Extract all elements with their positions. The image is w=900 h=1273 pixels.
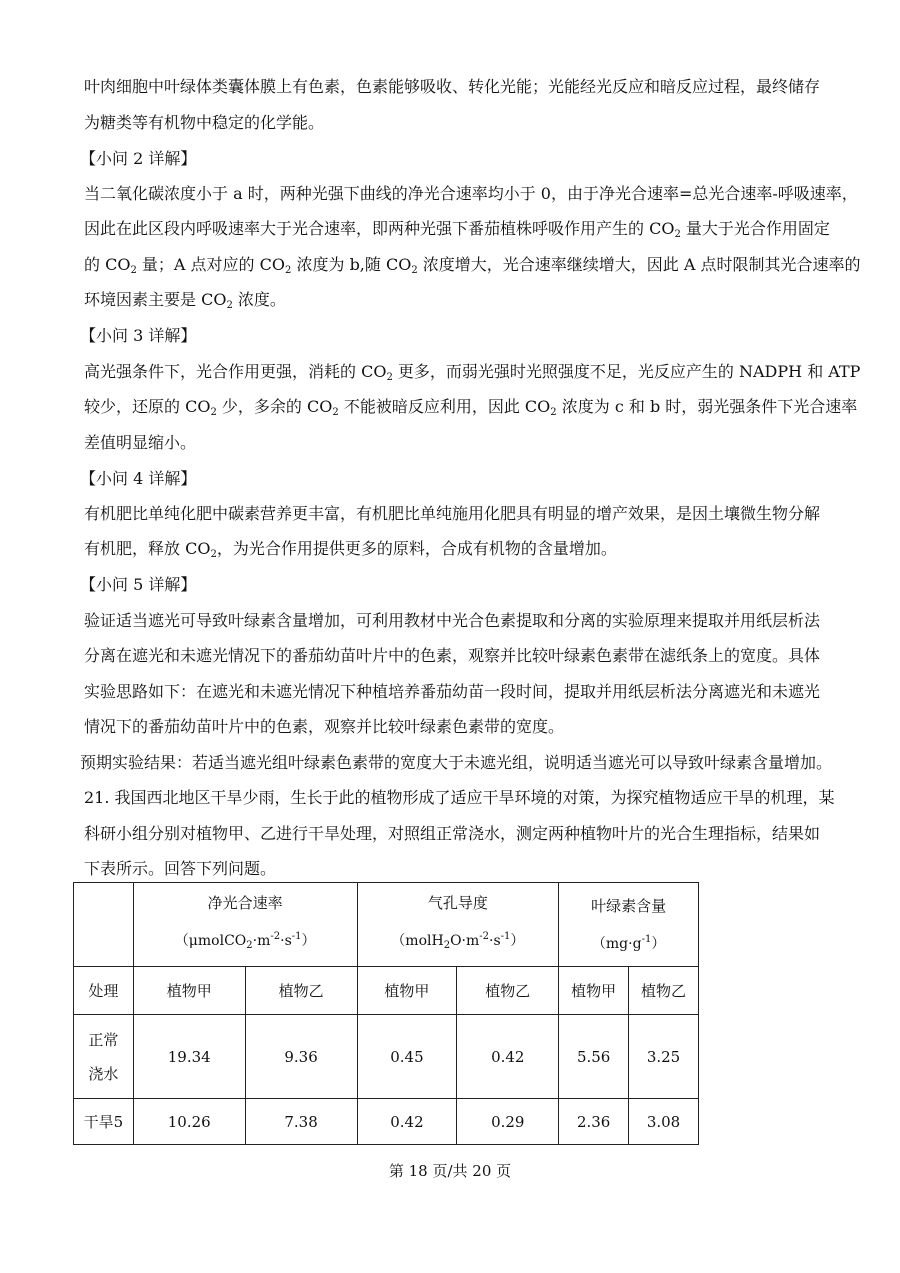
- section-heading: 【小问 5 详解】: [80, 575, 197, 594]
- header-chlorophyll: 叶绿素含量 $(mg\cdot g^{-1})$: [559, 883, 699, 967]
- empty-corner-cell: [74, 883, 134, 967]
- table-cell: 0.29: [457, 1099, 559, 1145]
- text-line: 分离在遮光和未遮光情况下的番茄幼苗叶片中的色素，观察并比较叶绿素色素带在滤纸条上的宽度。具体: [84, 646, 821, 665]
- table-cell: 7.38: [245, 1099, 357, 1145]
- text-line: 的 $CO_2$ 量；A 点对应的 $CO_2$ 浓度为 b,随 $CO_2$ 浓度增大，光合速率继续增大，因此 A 点时限制其光合速率的: [84, 255, 861, 276]
- table-header-row: [74, 883, 699, 967]
- question-text: 21. 我国西北地区干旱少雨，生长于此的植物形成了适应干旱环境的对策，为探究植物适应干旱的机理，某: [84, 788, 835, 807]
- text-line: 有机肥，释放 $CO_2$，为光合作用提供更多的原料，合成有机物的含量增加。: [84, 539, 617, 560]
- table-cell: 2.36: [559, 1099, 629, 1145]
- table-row: [74, 1015, 699, 1099]
- table-cell: 0.42: [457, 1015, 559, 1099]
- table-cell: 3.25: [629, 1015, 699, 1099]
- page-footer: 第 18 页/共 20 页: [388, 1162, 512, 1180]
- treatment-label: 处理: [74, 967, 134, 1015]
- row-label: 干旱5: [74, 1099, 134, 1145]
- results-table: [73, 882, 699, 1145]
- plant-b-label: 植物乙: [245, 967, 357, 1015]
- text-line: 当二氧化碳浓度小于 a 时，两种光强下曲线的净光合速率均小于 0，由于净光合速率=总光合速率-呼吸速率，: [84, 184, 858, 203]
- table-cell: 5.56: [559, 1015, 629, 1099]
- header-stomatal-conductance: 气孔导度 $(molH_2O\cdot m^{-2}\cdot s^{-1})$: [357, 883, 559, 967]
- text-line: 有机肥比单纯化肥中碳素营养更丰富，有机肥比单纯施用化肥具有明显的增产效果，是因土壤微生物分解: [84, 504, 821, 523]
- text-line: 为糖类等有机物中稳定的化学能。: [84, 113, 325, 132]
- table-row: [74, 1099, 699, 1145]
- table-cell: 10.26: [133, 1099, 245, 1145]
- plant-a-label: 植物甲: [133, 967, 245, 1015]
- section-heading: 【小问 3 详解】: [80, 326, 197, 345]
- question-text: 科研小组分别对植物甲、乙进行干旱处理，对照组正常浇水，测定两种植物叶片的光合生理指标，结果如: [84, 824, 821, 843]
- section-heading: 【小问 4 详解】: [80, 469, 197, 488]
- table-cell: 0.42: [357, 1099, 457, 1145]
- question-text: 下表所示。回答下列问题。: [84, 859, 277, 878]
- text-line: 高光强条件下，光合作用更强，消耗的 $CO_2$ 更多，而弱光强时光照强度不足，光反应产生的 NADPH 和 ATP: [84, 362, 861, 383]
- text-line: 差值明显缩小。: [84, 433, 197, 452]
- plant-a-label: 植物甲: [357, 967, 457, 1015]
- plant-b-label: 植物乙: [457, 967, 559, 1015]
- text-line: 预期实验结果：若适当遮光组叶绿素色素带的宽度大于未遮光组，说明适当遮光可以导致叶绿素含量增加。: [80, 753, 833, 772]
- text-line: 环境因素主要是 $CO_2$ 浓度。: [84, 290, 286, 311]
- text-line: 叶肉细胞中叶绿体类囊体膜上有色素，色素能够吸收、转化光能；光能经光反应和暗反应过程，最终储存: [84, 77, 821, 96]
- section-heading: 【小问 2 详解】: [80, 149, 197, 168]
- text-line: 验证适当遮光可导致叶绿素含量增加，可利用教材中光合色素提取和分离的实验原理来提取并用纸层析法: [84, 611, 821, 630]
- text-line: 情况下的番茄幼苗叶片中的色素，观察并比较叶绿素色素带的宽度。: [84, 717, 565, 736]
- table-cell: 3.08: [629, 1099, 699, 1145]
- text-line: 实验思路如下：在遮光和未遮光情况下种植培养番茄幼苗一段时间，提取并用纸层析法分离遮光和未遮光: [84, 682, 821, 701]
- text-line: 较少，还原的 $CO_2$ 少，多余的 $CO_2$ 不能被暗反应利用，因此 $CO_2$ 浓度为 c 和 b 时，弱光强条件下光合速率: [84, 397, 858, 418]
- table-cell: 9.36: [245, 1015, 357, 1099]
- plant-b-label: 植物乙: [629, 967, 699, 1015]
- row-label: 正常 浇水: [74, 1015, 134, 1099]
- text-line: 因此在此区段内呼吸速率大于光合速率，即两种光强下番茄植株呼吸作用产生的 $CO_2$ 量大于光合作用固定: [84, 219, 830, 240]
- table-cell: 0.45: [357, 1015, 457, 1099]
- table-subheader-row: [74, 967, 699, 1015]
- table-cell: 19.34: [133, 1015, 245, 1099]
- plant-a-label: 植物甲: [559, 967, 629, 1015]
- header-net-photosynthesis: 净光合速率 $(\mu molCO_2\cdot m^{-2}\cdot s^{-1})$: [133, 883, 357, 967]
